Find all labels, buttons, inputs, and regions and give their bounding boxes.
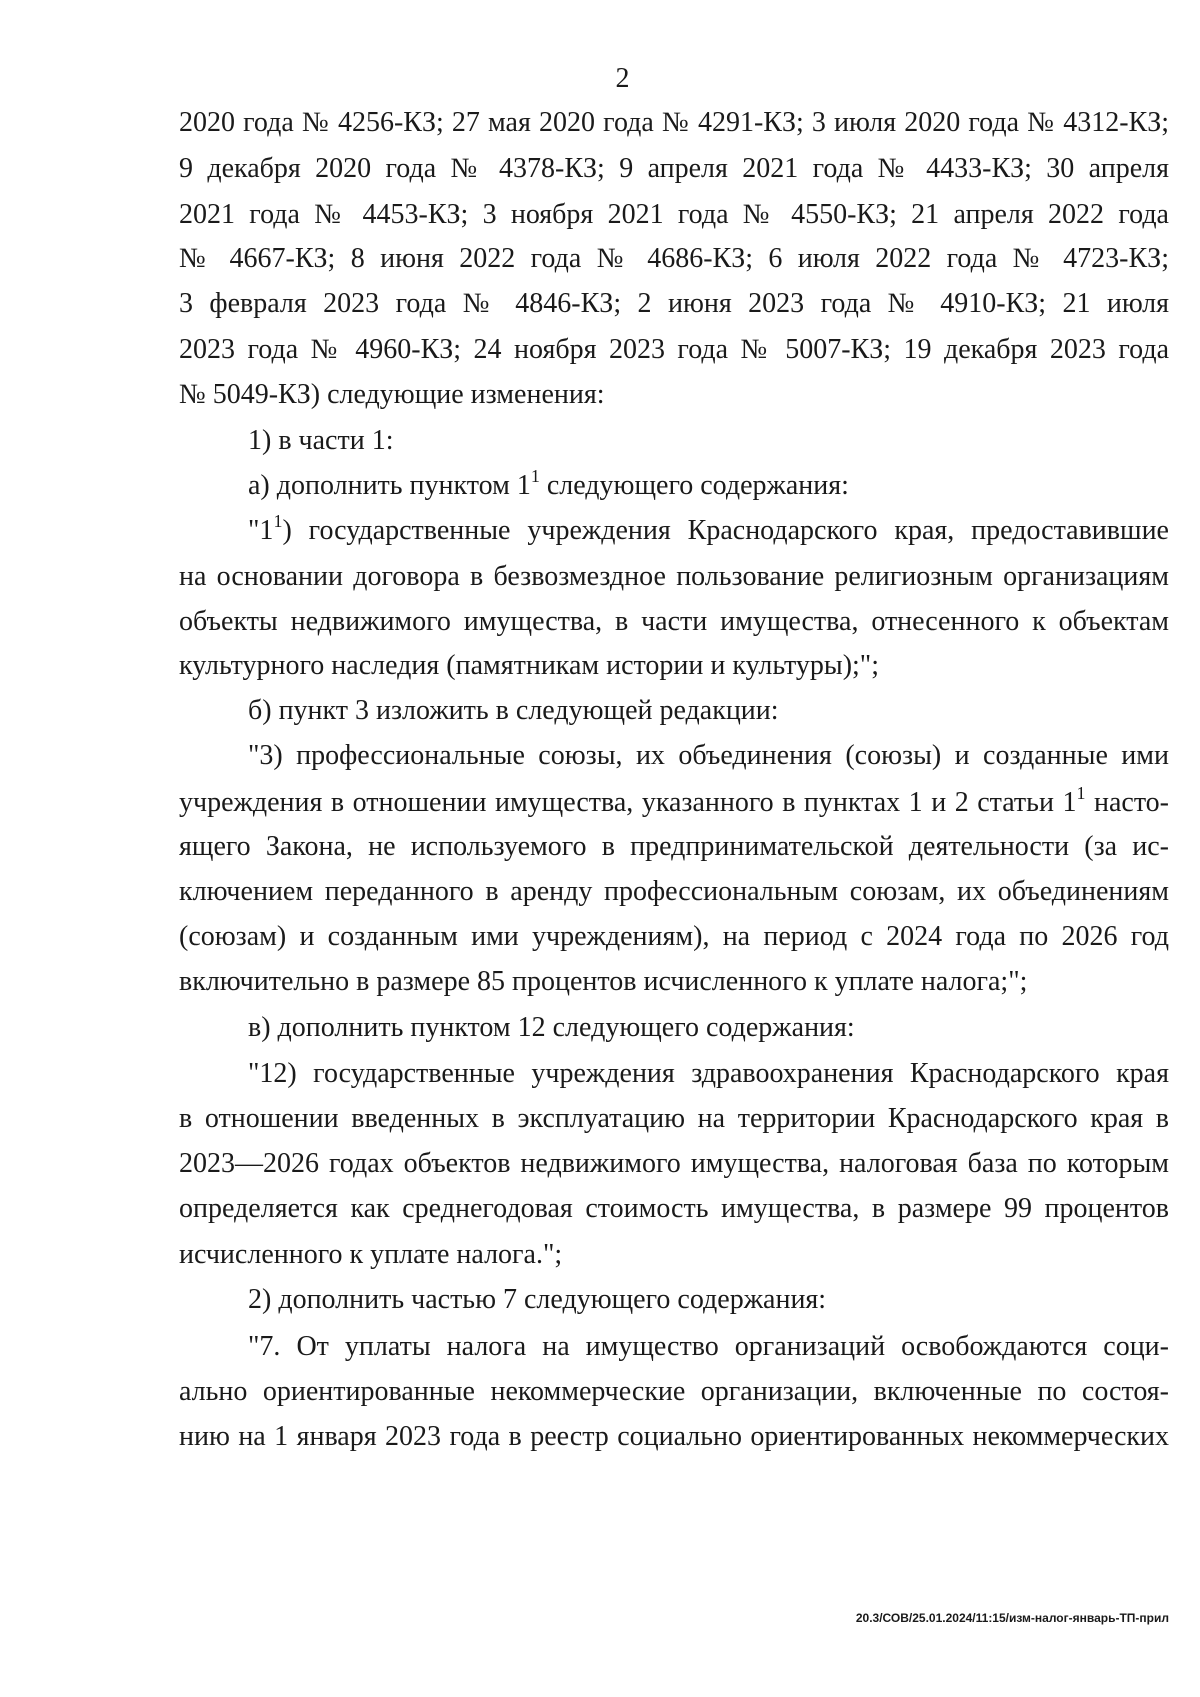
text-line: в отношении введенных в эксплуатацию на территории Краснодарского края в xyxy=(179,1103,1169,1134)
text-line: ально ориентированные некоммерческие организации, включенные по состоя- xyxy=(179,1376,1169,1407)
text-line: № 5049-КЗ) следующие изменения: xyxy=(179,379,605,410)
text-line: исчисленного к уплате налога."; xyxy=(179,1239,563,1270)
text-line: 1) в части 1: xyxy=(248,425,394,456)
text-line: (союзам) и созданным ими учреждениям), на период с 2024 года по 2026 год xyxy=(179,921,1169,952)
text-line: "12) государственные учреждения здравоохранения Краснодарского края xyxy=(248,1058,1169,1089)
text-line: "7. От уплаты налога на имущество организаций освобождаются соци- xyxy=(248,1331,1169,1362)
text-line: в) дополнить пунктом 12 следующего содержания: xyxy=(248,1012,855,1043)
text-line xyxy=(179,784,1169,822)
text-segment: следующего содержания: xyxy=(539,470,849,501)
text-line: 2023 года № 4960-КЗ; 24 ноября 2023 года № 5007-КЗ; 19 декабря 2023 года xyxy=(179,334,1169,365)
text-line: объекты недвижимого имущества, в части имущества, отнесенного к объектам xyxy=(179,606,1169,637)
superscript: 1 xyxy=(1076,783,1086,803)
text-line: "3) профессиональные союзы, их объединения (союзы) и созданные ими xyxy=(248,740,1169,771)
superscript: 1 xyxy=(273,511,283,531)
text-line: 2023—2026 годах объектов недвижимого имущества, налоговая база по которым xyxy=(179,1148,1169,1179)
text-line: ключением переданного в аренду профессиональным союзам, их объединениям xyxy=(179,876,1169,907)
footer-document-code: 20.3/СОВ/25.01.2024/11:15/изм-налог-январь-ТП-прил xyxy=(855,1611,1169,1625)
text-segment: а) дополнить пунктом 1 xyxy=(248,470,531,501)
page-number: 2 xyxy=(615,63,630,94)
text-segment: насто- xyxy=(1085,787,1170,818)
text-segment: ) государственные учреждения Краснодарского края, предоставившие xyxy=(282,515,1169,546)
text-line: 2020 года № 4256-КЗ; 27 мая 2020 года № 4291-КЗ; 3 июля 2020 года № 4312-КЗ; xyxy=(179,107,1169,138)
text-line: 2) дополнить частью 7 следующего содержания: xyxy=(248,1284,827,1315)
text-segment: "1 xyxy=(248,515,274,546)
text-segment: учреждения в отношении имущества, указанного в пунктах 1 и 2 статьи 1 xyxy=(179,787,1077,818)
text-line: на основании договора в безвозмездное пользование религиозным организациям xyxy=(179,561,1169,592)
text-line: культурного наследия (памятникам истории и культуры);"; xyxy=(179,650,880,681)
text-line: 2021 года № 4453-КЗ; 3 ноября 2021 года № 4550-КЗ; 21 апреля 2022 года xyxy=(179,199,1169,230)
text-line: 9 декабря 2020 года № 4378-КЗ; 9 апреля 2021 года № 4433-КЗ; 30 апреля xyxy=(179,153,1169,184)
superscript: 1 xyxy=(530,466,540,486)
text-line: ящего Закона, не используемого в предпринимательской деятельности (за ис- xyxy=(179,831,1169,862)
text-line: нию на 1 января 2023 года в реестр социально ориентированных некоммерческих xyxy=(179,1421,1169,1452)
text-line: 3 февраля 2023 года № 4846-КЗ; 2 июня 2023 года № 4910-КЗ; 21 июля xyxy=(179,288,1169,319)
text-line: № 4667-КЗ; 8 июня 2022 года № 4686-КЗ; 6 июля 2022 года № 4723-КЗ; xyxy=(179,243,1169,274)
text-line: включительно в размере 85 процентов исчисленного к уплате налога;"; xyxy=(179,966,1028,997)
text-line: б) пункт 3 изложить в следующей редакции: xyxy=(248,695,779,726)
text-line xyxy=(248,512,1169,550)
text-line xyxy=(248,467,1169,505)
text-line: определяется как среднегодовая стоимость имущества, в размере 99 процентов xyxy=(179,1193,1169,1224)
